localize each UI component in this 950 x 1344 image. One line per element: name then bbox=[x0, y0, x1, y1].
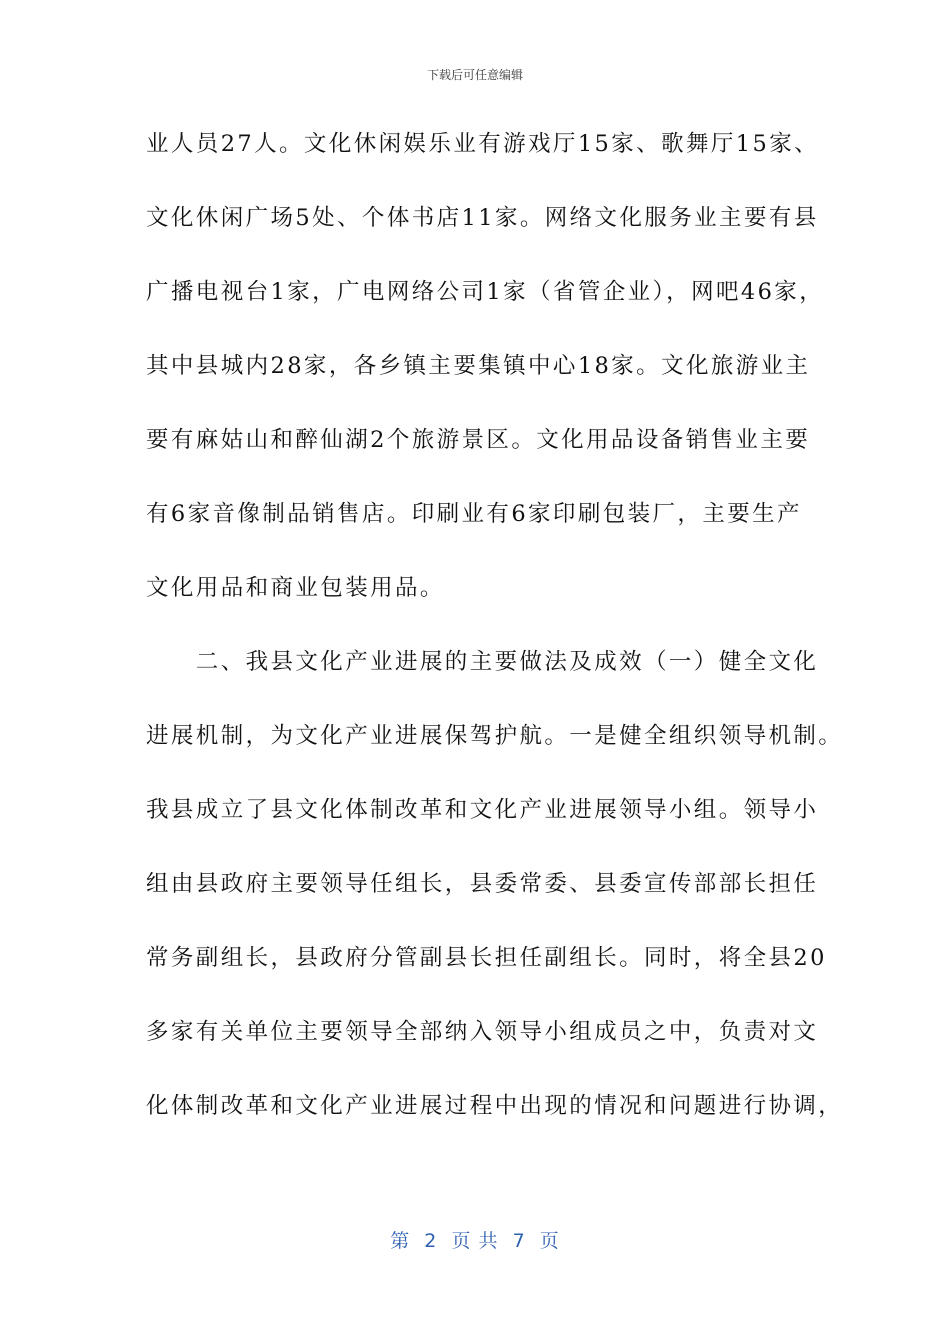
text-line: 文化用品和商业包装用品。 bbox=[146, 575, 445, 601]
text-line: 其中县城内28家，各乡镇主要集镇中心18家。文化旅游业主 bbox=[146, 353, 811, 379]
document-body bbox=[146, 118, 844, 1154]
page-number-footer: 第 2 页 共 7 页 bbox=[390, 1230, 560, 1252]
text-line: 化体制改革和文化产业进展过程中出现的情况和问题进行协调， bbox=[146, 1093, 844, 1119]
text-line: 文化休闲广场5处、个体书店11家。网络文化服务业主要有县 bbox=[146, 205, 819, 231]
text-line: 广播电视台1家，广电网络公司1家（省管企业），网吧46家， bbox=[146, 279, 825, 305]
text-line: 有6家音像制品销售店。印刷业有6家印刷包装厂，主要生产 bbox=[146, 501, 802, 527]
text-line: 业人员27人。文化休闲娱乐业有游戏厅15家、歌舞厅15家、 bbox=[146, 131, 819, 157]
text-line: 组由县政府主要领导任组长，县委常委、县委宣传部部长担任 bbox=[146, 871, 819, 897]
text-line: 常务副组长，县政府分管副县长担任副组长。同时，将全县20 bbox=[146, 945, 827, 971]
text-line: 进展机制，为文化产业进展保驾护航。一是健全组织领导机制。 bbox=[146, 723, 844, 749]
text-line: 二、我县文化产业进展的主要做法及成效（一）健全文化 bbox=[146, 649, 819, 675]
text-line: 我县成立了县文化体制改革和文化产业进展领导小组。领导小 bbox=[146, 797, 819, 823]
text-line: 要有麻姑山和醉仙湖2个旅游景区。文化用品设备销售业主要 bbox=[146, 427, 811, 453]
text-line: 多家有关单位主要领导全部纳入领导小组成员之中，负责对文 bbox=[146, 1019, 819, 1045]
page-header-note: 下载后可任意编辑 bbox=[426, 68, 523, 82]
